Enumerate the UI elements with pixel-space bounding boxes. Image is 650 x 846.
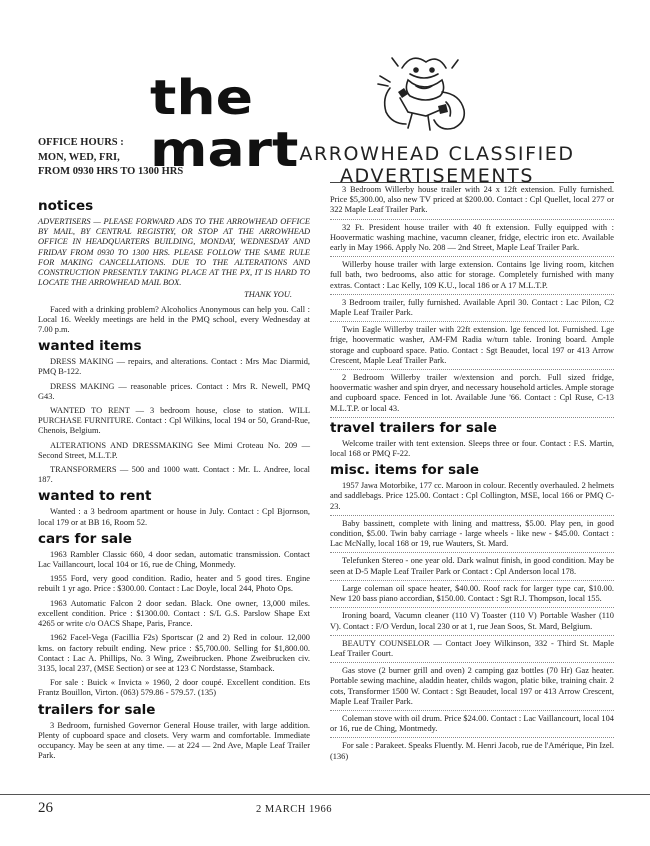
list-item <box>330 714 614 738</box>
page-title: the mart <box>150 70 299 178</box>
notice-advertisers: ADVERTISERS — PLEASE FORWARD ADS TO THE ARROWHEAD OFFICE BY MAIL, BY CENTRAL REGISTRY, OR STOP AT THE ARROWHEAD OFFICE IN HEADQUARTERS BUILDING, MONDAY, WEDNESDAY AND FRIDAY FROM 0930 TO 1300 HRS. PLEASE FOLLOW THE SAME RULE FOR MAKING CANCELLATIONS. DUE TO THE ALTERATIONS AND CONSTRUCTION PRESENTLY TAKING PLACE AT THE PX, IT IS HARD TO LOCATE THE ARROWHEAD MAIL BOX. <box>38 217 310 288</box>
list-item: DRESS MAKING — repairs, and alterations. Contact : Mrs Mac Diarmid, PMQ B-122. <box>38 357 310 377</box>
ad-text: 32 Ft. President house trailer with 40 ft extension. Fully equipped with : Hoovermatic washing machine, vacumn cleaner, fridge, electric iron etc. Available early in May 1966. Apply No. 208 — 2nd Street, Maple Leaf Trailer Park. <box>330 222 614 253</box>
ad-text: Telefunken Stereo - one year old. Dark walnut finish, in good condition. May be seen at D-5 Maple Leaf Trailer Park or Contact : Cpl Anderson local 178. <box>330 556 614 576</box>
ad-text: Willerby house trailer with large extension. Contains lge living room, kitchen full bath, two bedrooms, also attic for storage. Completely furnished with many extras. Contact : Lac Kelly, 109 K.U., local 186 or A 17 M.L.T.P. <box>330 260 614 290</box>
list-item <box>330 556 614 580</box>
ad-text: Gas stove (2 burner grill and oven) 2 camping gaz bottles (70 Hr) Gaz heater. Portable sewing machine, aladdin heater, childs wagon, platic bike, training chair. 2 cots, Transformer 1500 W. Contact : Sgt Beaudet, local 197 or 413 Arrow Crescent, Maple Leaf Trailer Park. <box>330 666 614 706</box>
ad-text: Twin Eagle Willerby trailer with 22ft extension. lge fenced lot. Furnished. Lge frige, hoovermatic washer, AM-FM Radia w/turn table. Ironing board. Ample storage and cupboard space. Patio. Contact : Sgt Beaudet, local 197 or 413 Arrow Crescent, Maple Leaf Trailer Park. <box>330 325 614 365</box>
section-heading-wanted-to-rent: wanted to rent <box>38 488 152 505</box>
list-item <box>330 185 614 220</box>
list-item <box>330 260 614 295</box>
list-item <box>330 373 614 418</box>
list-item <box>330 741 614 764</box>
list-item <box>330 611 614 635</box>
ad-text: For sale : Parakeet. Speaks Fluently. M. Henri Jacob, rue de l'Amérique, Pin Izel. (136) <box>330 741 614 761</box>
ad-text: 2 Bedroom Willerby trailer w/extension and porch. Full sized fridge, hoovermatic washer and spin dryer, and necessary household articles. Ample storage and cupboard space. Fenced in lot. Available June '66. Contact : Cpl Ruse, C-13 M.L.T.P. or local 43. <box>330 373 614 413</box>
notice-aa: Faced with a drinking problem? Alcoholics Anonymous can help you. Call : Local 16. Weekly meetings are held in the PMQ school, every Wednesday at 7.00 p.m. <box>38 304 310 335</box>
list-item: DRESS MAKING — reasonable prices. Contact : Mrs R. Newell, PMQ G43. <box>38 381 310 401</box>
classified-line-2: ADVERTISEMENTS <box>339 165 535 187</box>
ad-text: Coleman stove with oil drum. Price $24.00. Contact : Lac Vaillancourt, local 104 or 16, rue de Ching, Montmedy. <box>330 713 614 734</box>
section-heading-trailers-for-sale: trailers for sale <box>38 701 156 718</box>
office-hours-label: OFFICE HOURS : <box>38 137 124 148</box>
bull-mascot-icon <box>372 48 472 132</box>
footer-rule <box>0 794 650 795</box>
list-item <box>330 666 614 711</box>
list-item: 1962 Facel-Vega (Facillia F2s) Sportscar (2 and 2) Red in colour. 12,000 kms. on factory rebuilt ending. New price : $5,700.00. Selling for $1,800.00. Contact : Lac A. Phillips, No. 3 Wing, Zweibrucken. Phone Zweibrucken civ. 3135, local 237, (MSE Section) or see at 123 C Nordstasse, Stamback. <box>38 633 310 673</box>
list-item <box>330 584 614 608</box>
notice-signature: THANK YOU. <box>244 290 292 300</box>
list-item <box>330 223 614 258</box>
list-item <box>330 481 614 516</box>
ad-text: 3 Bedroom Willerby house trailer with 24 x 12ft extension. Fully furnished. Price $5,300.00, also new TV priced at $200.00. Contact : Cpl Quellet, local 277 or 322 Maple Leaf Trailer Park. <box>330 185 614 215</box>
list-item: 1963 Automatic Falcon 2 door sedan. Black. One owner, 13,000 miles. excellent condition. Price : $1300.00. Contact : S/L G.S. Parslow Shape Ext 4265 or write c/o OACS Shape, Paris, France. <box>38 598 310 629</box>
section-heading-misc-items: misc. items for sale <box>330 462 480 479</box>
section-heading-travel-trailers: travel trailers for sale <box>330 419 497 436</box>
classified-heading <box>252 143 622 187</box>
ad-text: BEAUTY COUNSELOR — Contact Joey Wilkinson, 332 - Third St. Maple Leaf Trailer Court. <box>330 638 614 658</box>
list-item: TRANSFORMERS — 500 and 1000 watt. Contact : Mr. L. Andree, local 187. <box>38 465 310 485</box>
list-item: Wanted : a 3 bedroom apartment or house in July. Contact : Cpl Bjornson, local 179 or at BB 16, Room 52. <box>38 507 310 527</box>
list-item <box>330 298 614 322</box>
issue-date: 2 MARCH 1966 <box>256 804 333 815</box>
list-item <box>330 519 614 554</box>
ad-text: 3 Bedroom trailer, fully furnished. Available April 30. Contact : Lac Pilon, C2 Maple Leaf Trailer Park. <box>330 297 614 318</box>
section-heading-notices: notices <box>38 198 94 214</box>
left-column <box>38 196 310 765</box>
list-item: For sale : Buick « Invicta » 1960, 2 door coupé. Excellent condition. Ets Frantz Bouillon, Virton. (063) 579.86 - 579.57. (135) <box>38 678 310 698</box>
column-rule <box>330 182 614 183</box>
office-hours-days: MON, WED, FRI, <box>38 151 120 163</box>
ad-text: Ironing board, Vacumn cleaner (110 V) Toaster (110 V) Portable Washer (110 V). Contact : F/O Verdun, local 230 or at 1, rue Jean Soos, St. Mard, Belgium. <box>330 611 614 631</box>
list-item: ALTERATIONS AND DRESSMAKING See Mimi Croteau No. 209 — Second Street, M.L.T.P. <box>38 440 310 460</box>
right-column <box>330 182 614 768</box>
office-hours <box>38 136 238 180</box>
list-item: 3 Bedroom, furnished Governor General House trailer, with large addition. Plenty of cupboard space and closets. Very warm and comfortable. Immediate occupancy. May be seen at any time. — at 224 — 2nd Ave, Maple Leaf Trailer Park. <box>38 720 310 761</box>
list-item <box>330 325 614 370</box>
ad-text: Baby bassinett, complete with lining and mattress, $5.00. Play pen, in good condition, $5.00. Twin baby carriage - large wheels - like new - $45.00. Contact : Lac McNally, local 168 or 19, rue Wauters, St. Mard. <box>330 518 614 549</box>
list-item: 1955 Ford, very good condition. Radio, heater and 5 good tires. Engine rebuilt 1 yr ago. Price : $300.00. Contact : Lac Doyle, local 244, Photo Ops. <box>38 574 310 594</box>
section-heading-cars-for-sale: cars for sale <box>38 530 132 547</box>
list-item: WANTED TO RENT — 3 bedroom house, close to station. WILL PURCHASE FURNITURE. Contact : Cpl Wilkins, local 194 or 50, Grand-Rue, Chenois, Belgium. <box>38 406 310 436</box>
classified-line-1: ARROWHEAD CLASSIFIED <box>299 143 575 165</box>
office-hours-time: FROM 0930 HRS TO 1300 HRS <box>38 166 184 177</box>
list-item: 1963 Rambler Classic 660, 4 door sedan, automatic transmission. Contact Lac Vaillancourt, local 104 or 16, rue de Ching, Monmedy. <box>38 549 310 570</box>
list-item <box>330 639 614 663</box>
list-item: Welcome trailer with tent extension. Sleeps three or four. Contact : F.S. Martin, local 168 or PMQ F-22. <box>330 438 614 459</box>
section-heading-wanted-items: wanted items <box>38 338 142 355</box>
ad-text: 1957 Jawa Motorbike, 177 cc. Maroon in colour. Recently overhauled. 2 helmets and saddlebags. Price 125.00. Contact : Cpl Collington, MSE, local 166 or PMQ C-23. <box>330 481 614 511</box>
masthead <box>150 70 340 178</box>
ad-text: Large coleman oil space heater, $40.00. Roof rack for larger type car, $10.00. New 120 bass piano accordian, $150.00. Contact : Sgt R.J. Thompson, local 155. <box>330 583 614 604</box>
page-number: 26 <box>38 800 53 816</box>
